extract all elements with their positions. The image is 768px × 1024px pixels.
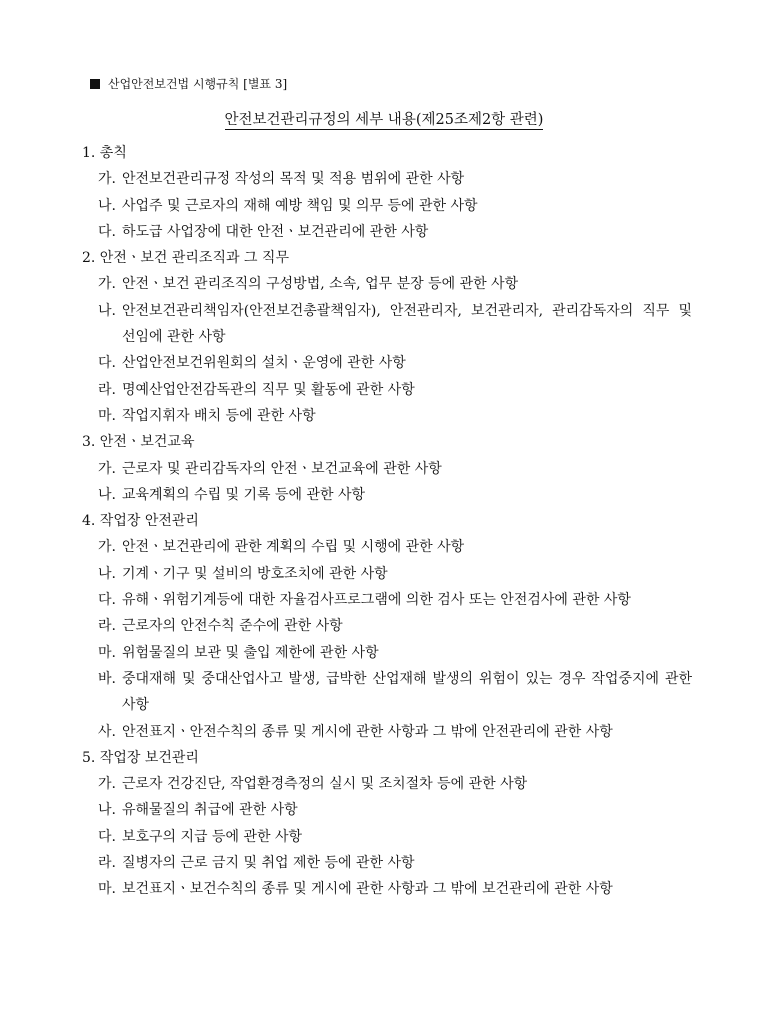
section: [82, 245, 692, 429]
item-text: 안전ㆍ보건관리에 관한 계획의 수립 및 시행에 관한 사항: [121, 539, 465, 556]
item-marker: 라.: [98, 855, 116, 872]
list-item: [82, 219, 692, 245]
section: [82, 140, 692, 245]
black-square-icon: [90, 79, 100, 89]
list-item: [82, 377, 692, 403]
item-text: 유해물질의 취급에 관한 사항: [121, 802, 298, 819]
item-marker: 다.: [98, 355, 116, 372]
document-header: [90, 76, 287, 92]
item-text: 사업주 및 근로자의 재해 예방 책임 및 의무 등에 관한 사항: [121, 197, 478, 214]
list-item: [82, 640, 692, 666]
item-text: 하도급 사업장에 대한 안전ㆍ보건관리에 관한 사항: [121, 223, 429, 240]
list-item: [82, 271, 692, 297]
list-item: [82, 403, 692, 429]
item-text: 유해ㆍ위험기계등에 대한 자율검사프로그램에 의한 검사 또는 안전검사에 관한 사항: [121, 592, 631, 609]
item-marker: 가.: [98, 776, 116, 793]
item-marker: 마.: [98, 644, 116, 661]
section: [82, 508, 692, 745]
item-marker: 나.: [98, 565, 116, 582]
list-item: [82, 482, 692, 508]
item-marker: 다.: [98, 223, 116, 240]
list-item: [82, 824, 692, 850]
item-marker: 라.: [98, 618, 116, 635]
section-heading: 3. 안전ㆍ보건교육: [82, 434, 195, 451]
item-text: 산업안전보건위원회의 설치ㆍ운영에 관한 사항: [121, 355, 406, 372]
item-marker: 나.: [98, 486, 116, 503]
item-marker: 가.: [98, 171, 116, 188]
list-item: [82, 876, 692, 902]
item-marker: 나.: [98, 802, 116, 819]
item-text: 보호구의 지급 등에 관한 사항: [121, 828, 303, 845]
item-text: 안전표지ㆍ안전수칙의 종류 및 게시에 관한 사항과 그 밖에 안전관리에 관한 사항: [121, 723, 613, 740]
item-text: 안전보건관리규정 작성의 목적 및 적용 범위에 관한 사항: [121, 171, 465, 188]
title-text: 안전보건관리규정의 세부 내용(제25조제2항 관련): [224, 112, 544, 128]
item-marker: 마.: [98, 881, 116, 898]
item-marker: 가.: [98, 460, 116, 477]
header-text: 산업안전보건법 시행규칙 [별표 3]: [108, 77, 288, 91]
list-item: [82, 456, 692, 482]
item-text: 작업지휘자 배치 등에 관한 사항: [121, 407, 316, 424]
section-heading: 2. 안전ㆍ보건 관리조직과 그 직무: [82, 250, 289, 267]
list-item: [82, 613, 692, 639]
item-text: 질병자의 근로 금지 및 취업 제한 등에 관한 사항: [121, 855, 415, 872]
list-item: [82, 666, 692, 719]
item-text: 중대재해 및 중대산업사고 발생, 급박한 산업재해 발생의 위험이 있는 경우 작업중지에 관한 사항: [121, 670, 692, 714]
list-item: [82, 797, 692, 823]
item-text: 교육계획의 수립 및 기록 등에 관한 사항: [121, 486, 366, 503]
document-body: [82, 140, 692, 903]
item-marker: 다.: [98, 592, 116, 609]
section: [82, 745, 692, 903]
list-item: [82, 719, 692, 745]
item-text: 안전ㆍ보건 관리조직의 구성방법, 소속, 업무 분장 등에 관한 사항: [121, 276, 519, 293]
list-item: [82, 850, 692, 876]
list-item: [82, 561, 692, 587]
item-text: 근로자 건강진단, 작업환경측정의 실시 및 조치절차 등에 관한 사항: [121, 776, 528, 793]
item-text: 보건표지ㆍ보건수칙의 종류 및 게시에 관한 사항과 그 밖에 보건관리에 관한 사항: [121, 881, 613, 898]
list-item: [82, 771, 692, 797]
item-marker: 가.: [98, 539, 116, 556]
item-marker: 바.: [98, 670, 116, 687]
section-heading: 1. 총칙: [82, 145, 127, 161]
item-text: 명예산업안전감독관의 직무 및 활동에 관한 사항: [121, 381, 415, 398]
list-item: [82, 587, 692, 613]
item-marker: 나.: [98, 197, 116, 214]
item-text: 근로자 및 관리감독자의 안전ㆍ보건교육에 관한 사항: [121, 460, 442, 477]
item-marker: 마.: [98, 407, 116, 424]
item-marker: 사.: [98, 723, 116, 740]
list-item: [82, 298, 692, 351]
section-heading: 5. 작업장 보건관리: [82, 749, 199, 766]
item-text: 위험물질의 보관 및 출입 제한에 관한 사항: [121, 644, 379, 661]
section-heading: 4. 작업장 안전관리: [82, 513, 199, 530]
list-item: [82, 534, 692, 560]
list-item: [82, 350, 692, 376]
item-text: 기계ㆍ기구 및 설비의 방호조치에 관한 사항: [121, 565, 388, 582]
item-text: 안전보건관리책임자(안전보건총괄책임자), 안전관리자, 보건관리자, 관리감독자의 직무 및 선임에 관한 사항: [121, 302, 692, 346]
item-marker: 나.: [98, 302, 116, 319]
list-item: [82, 193, 692, 219]
section: [82, 429, 692, 508]
item-marker: 라.: [98, 381, 116, 398]
item-marker: 가.: [98, 276, 116, 293]
item-marker: 다.: [98, 828, 116, 845]
list-item: [82, 166, 692, 192]
item-text: 근로자의 안전수칙 준수에 관한 사항: [121, 618, 343, 635]
document-title: [0, 110, 768, 130]
